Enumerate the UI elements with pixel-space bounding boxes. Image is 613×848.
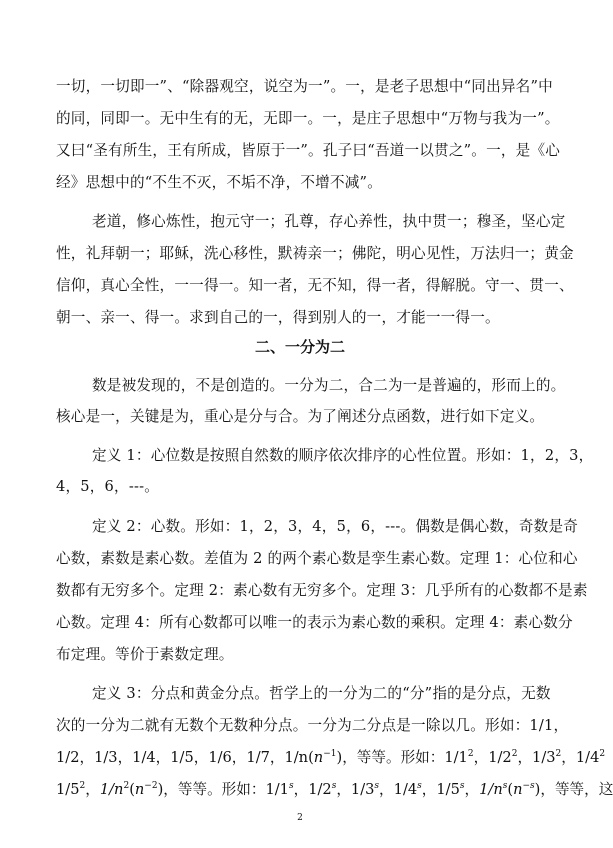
formula-line: $1/5^2$，$1/n^2(n^{-2})$，等等。形如：1/1$^s$，1/2$^s$，1/3$^s$，1/4$^s$，1/5$^s$，$1/n^s(n^{-s})$，等等，这	[56, 781, 613, 798]
formula-text: ，等等。形如：	[342, 749, 445, 766]
separator: ，	[379, 781, 394, 798]
formula-exponent: −s	[522, 781, 535, 792]
separator: ，	[464, 781, 480, 798]
separator: ，	[473, 749, 489, 766]
text-line: 性，礼拜朝一；耶稣，洗心移性，默祷亲一；佛陀，明心见性，万法归一；黄金	[56, 245, 574, 262]
text-line: 一切，一切即一”、“除器观空，说空为一”。一，是老子思想中“同出异名”中	[56, 78, 553, 95]
text-line: 定义 1：心位数是按照自然数的顺序依次排序的心性位置。形如：1，2，3，	[92, 447, 594, 464]
formula-term: 1/n	[479, 781, 503, 798]
formula-var: n	[513, 781, 523, 798]
formula-exponent: s	[459, 781, 465, 792]
separator: ，	[85, 781, 100, 798]
formula-exponent: 2	[511, 749, 518, 760]
text-line: 定义 3：分点和黄金分点。哲学上的一分为二的“分”指的是分点，无数	[92, 685, 551, 702]
formula-var: n	[313, 749, 324, 766]
text-line: 次的一分为二就有无数个无数种分点。一分为二分点是一除以几。形如：1/1，	[56, 717, 569, 734]
formula-term: 1/2	[308, 781, 332, 798]
section-heading: 二、一分为二	[254, 338, 345, 356]
formula-exponent: 2	[79, 781, 86, 792]
text-line: 核心是一，关键是为，重心是分与合。为了阐述分点函数，进行如下定义。	[56, 408, 545, 425]
formula-exponent: 2	[467, 749, 474, 760]
separator: ，	[336, 781, 351, 798]
formula-exponent: 2	[123, 781, 130, 792]
text-line: 心数，素数是素心数。差值为 2 的两个素心数是孪生素心数。定理 1：心位和心	[56, 550, 578, 567]
formula-exponent: 2	[599, 749, 606, 760]
text-line: 4，5，6，---。	[56, 478, 160, 495]
formula-exponent: −1	[323, 749, 337, 760]
formula-term: 1/1	[444, 749, 468, 766]
text-line: 的同，同即一。无中生有的无，无即一。一，是庄子思想中“万物与我为一”。	[56, 110, 560, 127]
formula-term: 1/n	[99, 781, 124, 798]
formula-text: ，等等，这	[540, 781, 613, 798]
text-line: 经》思想中的“不生不灭，不垢不净，不增不减”。	[56, 174, 382, 191]
formula-line: 1/2，1/3，1/4，1/5，1/6，1/7，$1/n(n^{-1})$，等等。形如：$1/1^2$，$1/2^2$，$1/3^2$，$1/4^2$	[56, 749, 606, 766]
formula-exponent: s	[417, 781, 422, 792]
text-line: 数都有无穷多个。定理 2：素心数有无穷多个。定理 3：几乎所有的心数都不是素	[56, 582, 588, 599]
formula-term: 1/4	[393, 781, 418, 798]
formula-term: 1/3	[532, 749, 556, 766]
formula-term: 1/2	[488, 749, 512, 766]
formula-exponent: s	[288, 781, 294, 792]
formula-term: 1/3	[350, 781, 375, 798]
formula-exponent: s	[374, 781, 380, 792]
text-line: 定义 2：心数。形如：1，2，3，4，5，6，---。偶数是偶心数，奇数是奇	[92, 518, 579, 535]
formula-text: 1/2，1/3，1/4，1/5，1/6，1/7，1/n	[56, 749, 309, 766]
formula-term: 1/5	[436, 781, 460, 798]
formula-term: 1/4	[575, 749, 600, 766]
formula-term: 1/5	[56, 781, 80, 798]
separator: ，	[561, 749, 576, 766]
formula-exponent: −2	[144, 781, 158, 792]
text-line: 又曰“圣有所生，王有所成，皆原于一”。孔子曰“吾道一以贯之”。一，是《心	[56, 142, 561, 159]
separator: ，	[293, 781, 309, 798]
formula-var: n	[134, 781, 145, 798]
formula-exponent: s	[502, 781, 508, 792]
text-line: 朝一、亲一、得一。求到自己的一，得到别人的一，才能一一得一。	[56, 309, 500, 326]
formula-exponent: 2	[555, 749, 562, 760]
formula-term: 1/1	[265, 781, 289, 798]
text-line: 心数。定理 4：所有心数都可以唯一的表示为素心数的乘积。定理 4：素心数分	[56, 614, 573, 631]
text-line: 布定理。等价于素数定理。	[56, 646, 234, 663]
separator: ，	[421, 781, 437, 798]
page-number: 2	[297, 813, 303, 823]
text-line: 老道，修心炼性，抱元守一；孔尊，存心养性，执中贯一；穆圣，坚心定	[92, 213, 566, 230]
text-line: 数是被发现的，不是创造的。一分为二，合二为一是普遍的，形而上的。	[92, 377, 566, 394]
formula-exponent: s	[331, 781, 337, 792]
text-line: 信仰，真心全性，一一得一。知一者，无不知，得一者，得解脱。守一、贯一、	[56, 277, 574, 294]
formula-text: ，等等。形如：	[163, 781, 266, 798]
separator: ，	[517, 749, 533, 766]
